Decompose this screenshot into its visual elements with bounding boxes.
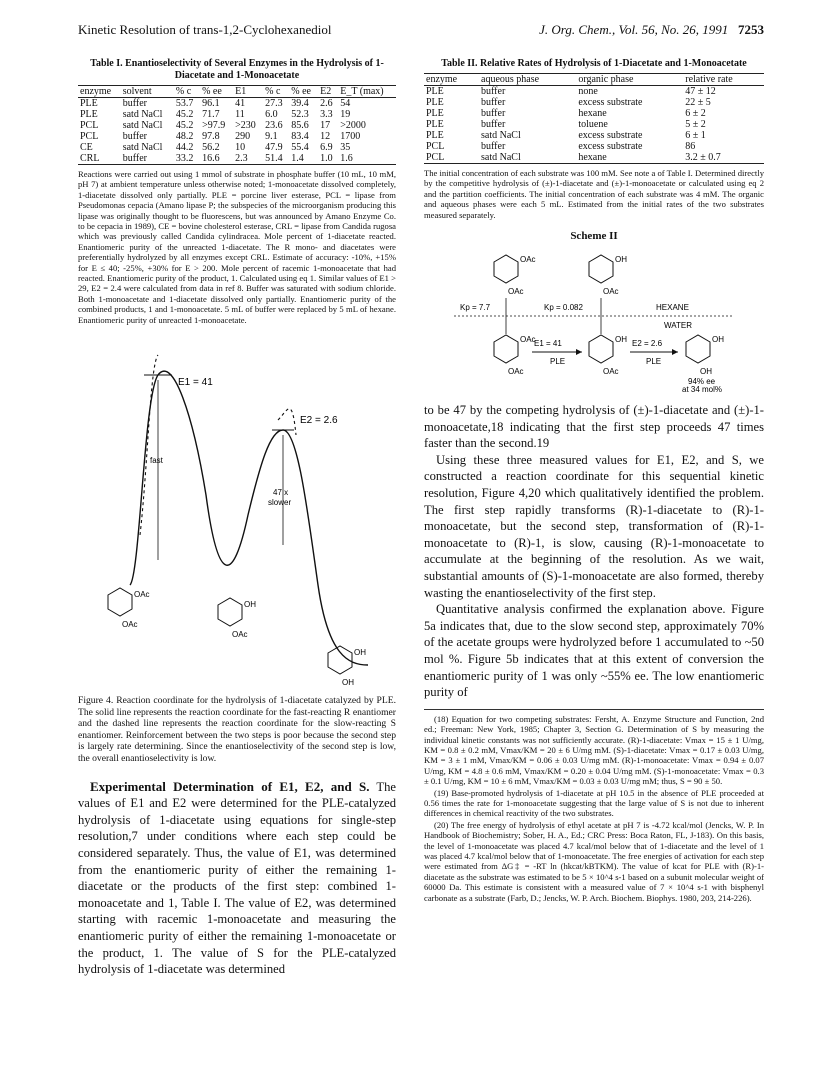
table1-cell: 83.4: [291, 131, 309, 142]
table1-col-ee1: % ee: [200, 86, 233, 98]
scheme-hex-diacetate-bottom: [494, 335, 518, 363]
table1-row: [78, 153, 396, 165]
table1-cell: 1700: [340, 131, 361, 142]
table1-cell: 16.6: [200, 153, 233, 165]
table2-cell: excess substrate: [578, 97, 643, 108]
table2-cell: 5 ± 2: [685, 119, 706, 130]
reference-19: (19) Base-promoted hydrolysis of 1-diacetate at pH 10.5 in the absence of PLE proceeded at 0.56 times the rate for 1-monoacetate suggesting that the large value of S is not due to inherent differences in chemical reactivity of the two substrates.: [424, 787, 764, 819]
monoacetate-oac: OAc: [232, 630, 248, 640]
e2-label: E2 = 2.6: [300, 415, 338, 427]
diol-oh1: OH: [354, 648, 366, 658]
figure4-dashed-curve: [140, 355, 296, 535]
journal-citation: J. Org. Chem., Vol. 56, No. 26, 1991: [539, 22, 729, 37]
right-body-text: [424, 402, 764, 701]
table2-col-organic: organic phase: [576, 74, 683, 86]
running-header-title: Kinetic Resolution of trans-1,2-Cyclohexanediol: [78, 22, 332, 37]
scheme-oac-5: OAc: [508, 367, 524, 377]
scheme-arrowhead-1: [576, 349, 582, 355]
scheme2-title: Scheme II: [570, 230, 618, 243]
table2-row: [424, 97, 764, 108]
scheme-kp1: Kp = 7.7: [460, 303, 491, 313]
table1-cell: 56.2: [202, 142, 220, 153]
figure4-reaction-coordinate: [78, 335, 396, 695]
table1-cell: 27.3: [265, 98, 283, 109]
running-header-journal: [539, 22, 764, 38]
table1-row: [78, 109, 396, 120]
scheme-hex-diacetate-top: [494, 255, 518, 283]
table2-cell: PLE: [426, 119, 444, 130]
diacetate-oac2: OAc: [122, 620, 138, 630]
scheme-oac-3: OAc: [603, 287, 619, 297]
fast-label: fast: [150, 456, 163, 466]
table1-cell: satd NaCl: [122, 109, 163, 120]
table1-cell: 10: [235, 142, 246, 153]
table2-col-aqueous: aqueous phase: [479, 74, 576, 86]
scheme-ple-1: PLE: [550, 357, 566, 367]
table2-cell: buffer: [481, 108, 506, 119]
table1-col-e2: E2: [318, 86, 338, 98]
table1: [78, 85, 396, 165]
table1-cell: 11: [235, 109, 245, 120]
table1-cell: 290: [235, 131, 251, 142]
table1-cell: 12: [320, 131, 331, 142]
scheme-oac-6: OAc: [603, 367, 619, 377]
references: [424, 709, 764, 903]
table1-cell: 52.3: [291, 109, 309, 120]
scheme-result-mol: at 34 mol%: [682, 385, 723, 393]
table2-cell: 47 ± 12: [685, 86, 716, 97]
table1-col-ee2: % ee: [289, 86, 318, 98]
table2-cell: PCL: [426, 141, 445, 152]
scheme-oh-3: OH: [712, 335, 724, 345]
table1-cell: 19: [340, 109, 351, 120]
diacetate-oac1: OAc: [134, 590, 150, 600]
scheme-hex-diol: [686, 335, 710, 363]
right-paragraph-1: to be 47 by the competing hydrolysis of (±)-1-diacetate and (±)-1-monoacetate,18 indicating that the first step proceeds 47 times faster than the second.19: [424, 403, 764, 451]
page-number: 7253: [738, 22, 764, 37]
scheme-arrowhead-2: [672, 349, 678, 355]
table1-cell: satd NaCl: [122, 142, 163, 153]
scheme-result-ee: 94% ee: [688, 377, 716, 387]
table1-cell: 2.3: [233, 153, 263, 165]
right-paragraph-2: Using these three measured values for E1, E2, and S, we constructed a reaction coordinate for this sequential kinetic resolution, Figure 4,20 which qualitatively identified the problem. The first step rapidly transforms (R)-1-diacetate to (R)-1-monoacetate, but the second step, transformation of (R)-1-monoacetate to (R)-1, is slow, causing (R)-1-monoacetate to accumulate at the beginning of the resolution. As we wait, substantial amounts of (S)-1-monoacetate are also formed, thereby wasting the enantioselectivity of the first step.: [424, 452, 764, 600]
scheme-water: WATER: [664, 321, 692, 331]
scheme-oac-1: OAc: [520, 255, 536, 265]
reference-18: (18) Equation for two competing substrates: Fersht, A. Enzyme Structure and Function, 2nd ed.; Freeman: New York, 1985; Chapter 3, Section G. Determination of S by measuring the individual kinetic constants was not sufficiently accurate. (R)-1-diacetate: Vmax = 15 ± 1 U/mg, KM = 0.8 ± 0.2 mM, Vmax/KM = 20 ± 6 U/mg mM. (S)-1-diacetate: Vmax = 0.17 ± 0.03 U/mg, KM = 3 ± 1 mM, Vmax/KM = 0.06 ± 0.03 U/mg mM. (R)-1-monoacetate: Vmax = 0.94 ± 0.07 U/mg, KM = 4.8 ± 0.6 mM, Vmax/KM = 0.20 ± 0.04 U/mg mM. (S)-1-monoacetate: Vmax = 0.3 ± 0.1 U/mg, KM = 10 ± 6 mM, Vmax/KM = 0.03 ± 0.03 U/mg mM; thus, S = 90 ± 50.: [424, 713, 764, 787]
table2-footnote: The initial concentration of each substrate was 100 mM. See note a of Table I. Determined directly by the competitive hydrolysis of (±)-1-diacetate and (±)-1-monoacetate or calculated using eq 2 and the partition coefficients. The initial concentration of each substrate was 4 mM. The organic and aqueous phases were each 5 mL. Estimated from the initial rates of the two substrates measured separately.: [424, 168, 764, 220]
scheme-ple-2: PLE: [646, 357, 662, 367]
table1-cell: PLE: [80, 109, 98, 120]
scheme-hex-mono-bottom: [589, 335, 613, 363]
table1-cell: CE: [80, 142, 93, 153]
table1-cell: 71.7: [202, 109, 220, 120]
table1-cell: 44.2: [175, 142, 194, 153]
table1-cell: 53.7: [175, 98, 194, 109]
table2-cell: hexane: [578, 108, 607, 119]
diol-oh2: OH: [342, 678, 354, 688]
table2-cell: PLE: [426, 108, 444, 119]
section-text: The values of E1 and E2 were determined for the PLE-catalyzed hydrolysis of 1-diacetate using equations for single-step resolution,7 under conditions where each step could be considered separately. Thus, the value of E1, was determined from the enantiomeric purity of either the remaining 1-diacetate or the products of the first step: combined 1-monoacetate and 1, Table I. The value of E2, was determined starting with racemic 1-monoacetate and measuring the enantiomeric purity of either the remaining 1-monoacetate or the product, 1. The value of S for the PLE-catalyzed hydrolysis of 1-diacetate was determined: [78, 779, 396, 977]
table2-cell: 6 ± 1: [685, 130, 706, 141]
table1-cell: 85.6: [291, 120, 309, 131]
table1-col-e1: E1: [233, 86, 263, 98]
table1-header-row: [78, 86, 396, 98]
table2-cell: PLE: [426, 97, 444, 108]
table1-cell: 9.1: [265, 131, 278, 142]
table1-col-c2: % c: [263, 86, 289, 98]
table1-cell: 33.2: [174, 153, 200, 165]
table2-cell: toluene: [578, 119, 608, 130]
scheme-hex-mono-top: [589, 255, 613, 283]
table1-cell: 2.6: [320, 98, 333, 109]
table2-cell: satd NaCl: [479, 152, 576, 164]
scheme-oac-4: OAc: [520, 335, 536, 345]
table1-body: [78, 98, 396, 165]
table1-cell: 1.6: [338, 153, 396, 165]
slower-label-2: slower: [268, 498, 292, 508]
table2-body: [424, 86, 764, 164]
table2-cell: PLE: [426, 86, 444, 97]
scheme-hexane: HEXANE: [656, 303, 689, 313]
table2-cell: 3.2 ± 0.7: [683, 152, 764, 164]
table1-cell: 55.4: [291, 142, 309, 153]
table1-cell: PCL: [80, 120, 99, 131]
diacetate-ring: [108, 588, 132, 616]
table1-row: [78, 120, 396, 131]
table2-cell: buffer: [481, 86, 506, 97]
table2-cell: 6 ± 2: [685, 108, 706, 119]
table1-cell: >97.9: [202, 120, 226, 131]
table2-cell: none: [578, 86, 598, 97]
table1-cell: 1.0: [318, 153, 338, 165]
table1-col-enzyme: enzyme: [78, 86, 121, 98]
table1-cell: buffer: [121, 153, 174, 165]
section-heading: Experimental Determination of E1, E2, and S.: [90, 778, 370, 794]
table1-cell: 6.0: [265, 109, 278, 120]
scheme-e2: E2 = 2.6: [632, 339, 663, 349]
table2-header-row: [424, 74, 764, 86]
table1-cell: 54: [340, 98, 351, 109]
table1-cell: 17: [320, 120, 331, 131]
table1-cell: 35: [340, 142, 351, 153]
left-column: [78, 58, 396, 978]
table2-title: Table II. Relative Rates of Hydrolysis of 1-Diacetate and 1-Monoacetate: [441, 58, 747, 69]
table1-cell: 39.4: [291, 98, 309, 109]
right-column: [424, 58, 764, 904]
table2-cell: satd NaCl: [481, 130, 521, 141]
table1-cell: 3.3: [320, 109, 333, 120]
table1-cell: >2000: [340, 120, 366, 131]
section-experimental: [78, 779, 396, 978]
table2-row: [424, 86, 764, 98]
table1-cell: 47.9: [265, 142, 283, 153]
table1-cell: PCL: [80, 131, 99, 142]
table1-cell: 48.2: [175, 131, 194, 142]
table2-row: [424, 119, 764, 130]
scheme-oh-1: OH: [615, 255, 627, 265]
scheme2-diagram: [424, 242, 764, 392]
table1-footnote: Reactions were carried out using 1 mmol of substrate in phosphate buffer (10 mL, 10 mM, pH 7) at ambient temperature unless otherwise noted; 1-monoacetate dissolved completely, 1-diacetate dissolved only partially. PLE = porcine liver esterase, PCL = lipase from Pseudomonas cepacia (Amano lipase P; the subspecies of the microorganism producing this lipase was originally thought to be fluorescens, but was announced by Amano Enzyme Co. to be cepacia in 1989), CE = bovine cholesterol esterase, CRL = lipase from Candida rugosa which was previously called Candida cylindracea. Mole percent of 1-diacetate reacted. Enantiomeric purity of the unreacted 1-diacetate. The R mono- and diacetates were preferentially hydrolyzed by all enzymes except CRL. Estimate of accuracy: -10%, +15% for E ≤ 40; -25%, +30% for E > 200. Mole percent of racemic 1-monoacetate that had reacted. Enantiomeric purity of the product, 1. Calculated using eq 1. Similar values of E1 > 29, E2 = 2.4 were calculated from data in ref 8. Buffer was saturated with sodium chloride. Both 1-monoacetate and 1-diacetate dissolved only partially. Enantiomeric purity of the combined products, 1 and 1-monoacetate. 5 mL of buffer were replaced by 5 mL of hexane. Enantiomeric purity of unreacted 1-monoacetate.: [78, 169, 396, 325]
scheme-kp2: Kp = 0.082: [544, 303, 583, 313]
table1-row: [78, 98, 396, 110]
right-paragraph-3: Quantitative analysis confirmed the explanation above. Figure 5a indicates that, due to the slow second step, approximately 70% of the acetate groups were hydrolyzed before 1 accumulated to ~50 mol %. Figure 5b indicates that at this extent of conversion the enantiomeric purity of 1 was only ~55% ee. The low enantiomeric purity of: [424, 602, 764, 700]
scheme-oh-4: OH: [700, 367, 712, 377]
table1-cell: 6.9: [320, 142, 333, 153]
table2-cell: excess substrate: [578, 141, 643, 152]
table1-cell: 1.4: [289, 153, 318, 165]
table2-col-rate: relative rate: [683, 74, 764, 86]
scheme-e1: E1 = 41: [534, 339, 562, 349]
scheme-oh-2: OH: [615, 335, 627, 345]
table1-cell: 41: [235, 98, 246, 109]
table2-cell: 86: [685, 141, 696, 152]
slower-label-1: 47 x: [273, 488, 289, 498]
table1-cell: 45.2: [175, 120, 194, 131]
table2-row: [424, 130, 764, 141]
table1-cell: 23.6: [265, 120, 283, 131]
table2-cell: excess substrate: [578, 130, 643, 141]
table1-cell: 45.2: [175, 109, 194, 120]
table2-row: [424, 141, 764, 152]
table1-col-solvent: solvent: [121, 86, 174, 98]
table1-row: [78, 131, 396, 142]
table2-cell: buffer: [481, 97, 506, 108]
e1-label: E1 = 41: [178, 377, 213, 389]
table1-cell: satd NaCl: [122, 120, 163, 131]
table1-cell: PLE: [80, 98, 98, 109]
table2-cell: buffer: [481, 141, 506, 152]
table1-row: [78, 142, 396, 153]
monoacetate-ring: [218, 598, 242, 626]
reference-20: (20) The free energy of hydrolysis of ethyl acetate at pH 7 is -4.72 kcal/mol (Jencks, W. P. In Handbook of Biochemistry; Sober, H. A., Ed.; CRC Press: Boca Raton, FL, J-183). On this basis, the level of 1-monoacetate was placed 4.7 kcal/mol below that of 1-diacetate and the level of 1 was placed 4.7 kcal/mol below that of 1-monoacetate. The free energies of activation for each step were estimated from ΔG‡ = -RT ln (hkcat/kBTKM). The value of kcat for PLE with (R)-1-diacetate as the substrate was estimated to be 5 × 10^4 s-1 based on a subunit molecular weight of 60000 Da. This estimate is consistent with a measured value of 7 × 10^4 s-1 with bisphenyl carbonate as a substrate (Farb, D.; Jencks, W. P. Arch. Biochem. Biophys. 1980, 203, 214-226).: [424, 819, 764, 903]
table1-cell: 97.8: [202, 131, 220, 142]
table1-col-c1: % c: [174, 86, 200, 98]
table1-cell: 51.4: [263, 153, 289, 165]
table2: [424, 73, 764, 164]
scheme-oac-2: OAc: [508, 287, 524, 297]
table2-cell: 22 ± 5: [685, 97, 711, 108]
table1-cell: buffer: [122, 131, 147, 142]
table1-col-et: E_T (max): [338, 86, 396, 98]
table1-cell: 96.1: [202, 98, 220, 109]
monoacetate-oh: OH: [244, 600, 256, 610]
table1-cell: CRL: [78, 153, 121, 165]
table2-cell: hexane: [576, 152, 683, 164]
table1-cell: buffer: [122, 98, 147, 109]
table2-cell: buffer: [481, 119, 506, 130]
table2-cell: PLE: [426, 130, 444, 141]
table2-cell: PCL: [424, 152, 479, 164]
table1-title: Table I. Enantioselectivity of Several Enzymes in the Hydrolysis of 1-Diacetate and 1-Monoacetate: [90, 58, 384, 81]
table2-row: [424, 152, 764, 164]
figure4-caption: Figure 4. Reaction coordinate for the hydrolysis of 1-diacetate catalyzed by PLE. The solid line represents the reaction coordinate for the fast-reacting R enantiomer and the dashed line represents the reaction coordinate for the slow-reacting S enantiomer. Reinforcement between the two steps is poor because the second step is largely rate determining. Since the enantioselectivity of the second step is low, the overall enantioselectivity is low.: [78, 695, 396, 765]
table1-cell: >230: [235, 120, 256, 131]
table2-col-enzyme: enzyme: [424, 74, 479, 86]
table2-row: [424, 108, 764, 119]
